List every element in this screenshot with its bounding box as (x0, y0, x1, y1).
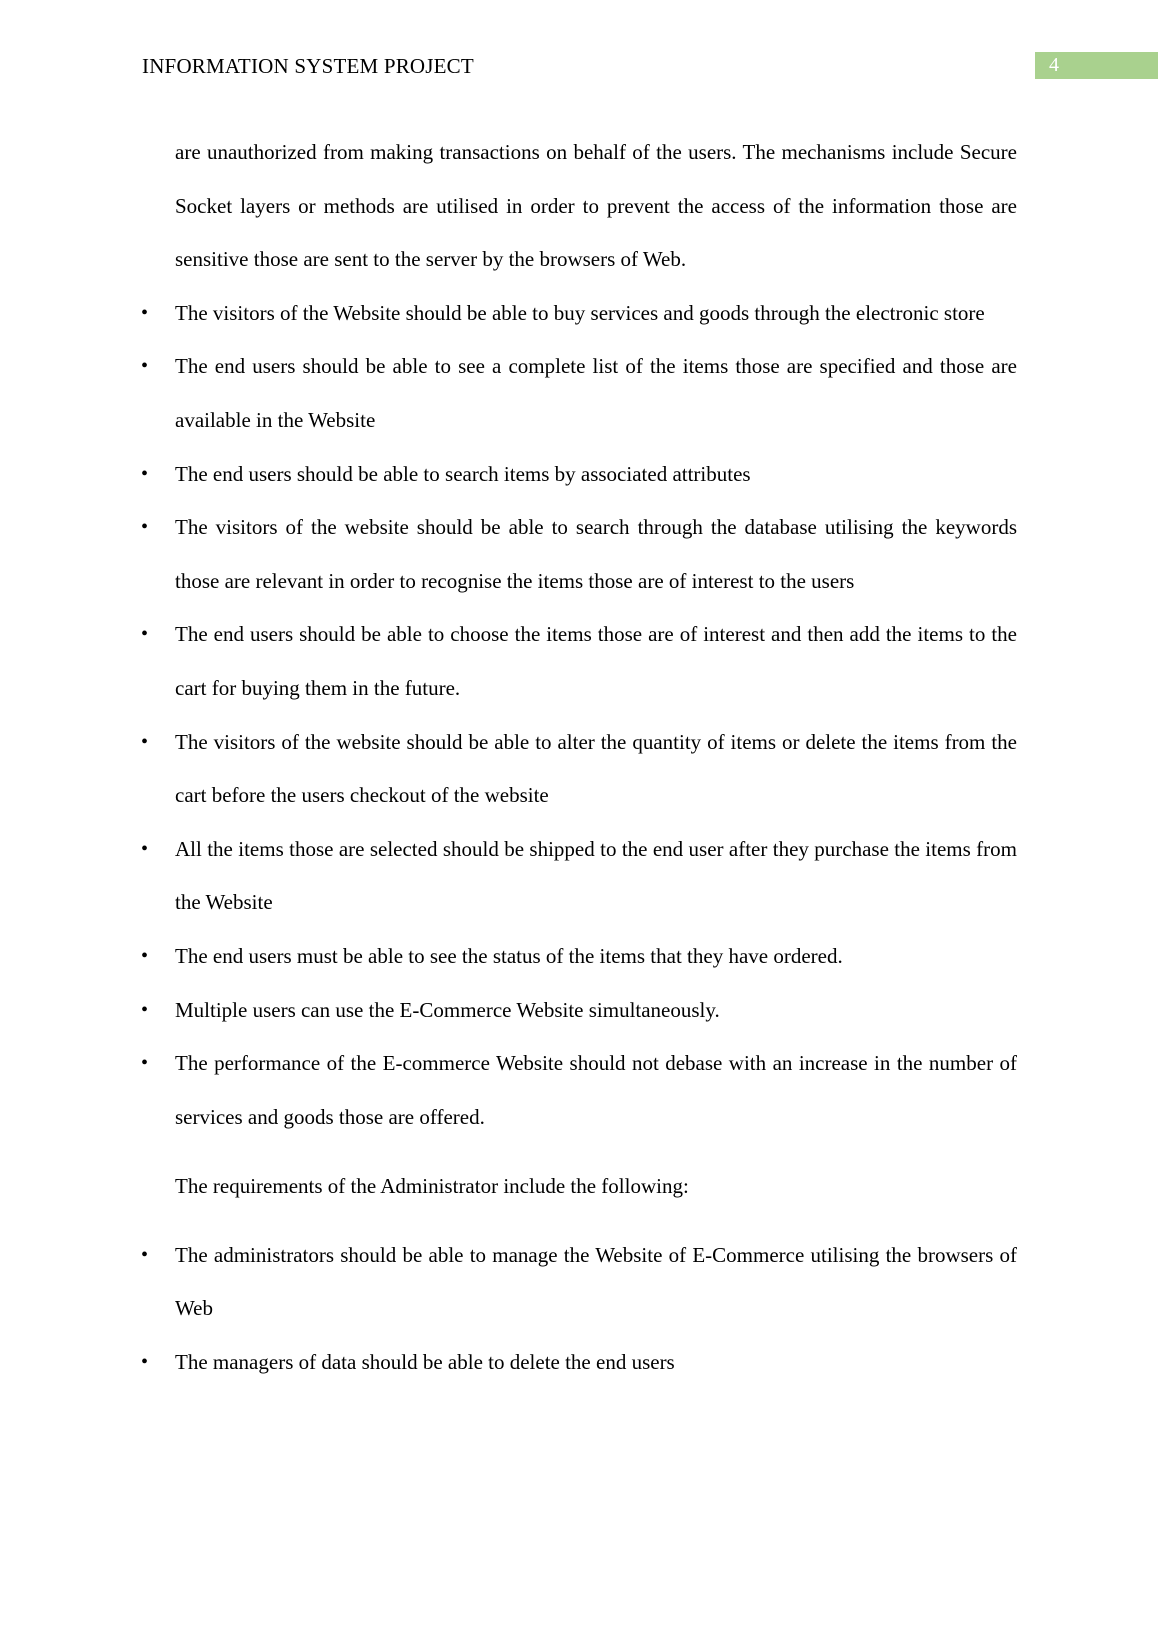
list-item-text: The administrators should be able to manage the Website of E-Commerce utilising the browsers of Web (175, 1242, 1017, 1321)
bullet-icon: • (141, 1052, 149, 1075)
list-item (141, 1037, 1017, 1144)
list-item (141, 1336, 1017, 1390)
bullet-icon: • (141, 1243, 149, 1266)
list-item (141, 1229, 1017, 1336)
bullet-icon: • (141, 944, 149, 967)
running-header: INFORMATION SYSTEM PROJECT (142, 54, 474, 78)
list-item-text: The performance of the E-commerce Website should not debase with an increase in the number of services and goods those are offered. (175, 1051, 1017, 1129)
list-item-text: The visitors of the Website should be able to buy services and goods through the electronic store (175, 300, 985, 325)
page-number: 4 (1049, 54, 1059, 76)
list-item (141, 340, 1017, 447)
bullet-icon: • (141, 998, 149, 1021)
list-item-text: The end users must be able to see the status of the items that they have ordered. (175, 943, 843, 968)
list-item (141, 823, 1017, 930)
list-item-text: The visitors of the website should be able to alter the quantity of items or delete the items from the cart before the users checkout of the website (175, 729, 1017, 808)
admin-requirements-intro: The requirements of the Administrator include the following: (175, 1174, 689, 1199)
list-item-text: Multiple users can use the E-Commerce Website simultaneously. (175, 997, 720, 1022)
bullet-icon: • (141, 837, 149, 860)
bullet-icon: • (141, 462, 149, 485)
list-item (141, 501, 1017, 608)
bullet-icon: • (141, 730, 149, 753)
list-item-text: The end users should be able to see a complete list of the items those are specified and those are available in the Website (175, 354, 1017, 432)
list-item (141, 930, 1017, 984)
list-item (141, 608, 1017, 715)
list-item (141, 448, 1017, 502)
bullet-icon: • (141, 623, 149, 646)
bullet-icon: • (141, 301, 149, 324)
list-item-text: The end users should be able to choose the items those are of interest and then add the items to the cart for buying them in the future. (175, 622, 1017, 700)
bullet-icon: • (141, 355, 149, 378)
bullet-icon: • (141, 1351, 149, 1374)
list-item (141, 716, 1017, 823)
bullet-icon: • (141, 516, 149, 539)
list-item (141, 287, 1017, 341)
page-number-badge (1035, 52, 1158, 79)
list-item-text: The visitors of the website should be able to search through the database utilising the keywords those are relevant in order to recognise the items those are of interest to the users (175, 515, 1017, 593)
list-item-text: The end users should be able to search items by associated attributes (175, 461, 751, 486)
list-item-text: All the items those are selected should be shipped to the end user after they purchase the items from the Website (175, 836, 1017, 915)
list-item-text: The managers of data should be able to delete the end users (175, 1350, 675, 1375)
admin-requirements-list (141, 1229, 1017, 1390)
continuation-paragraph: are unauthorized from making transactions on behalf of the users. The mechanisms include Secure Socket layers or methods are utilised in order to prevent the access of the information those are sensitive those are sent to the server by the browsers of Web. (175, 140, 1017, 272)
document-body (141, 126, 1017, 1390)
list-item (141, 984, 1017, 1038)
user-requirements-list (141, 287, 1017, 1145)
